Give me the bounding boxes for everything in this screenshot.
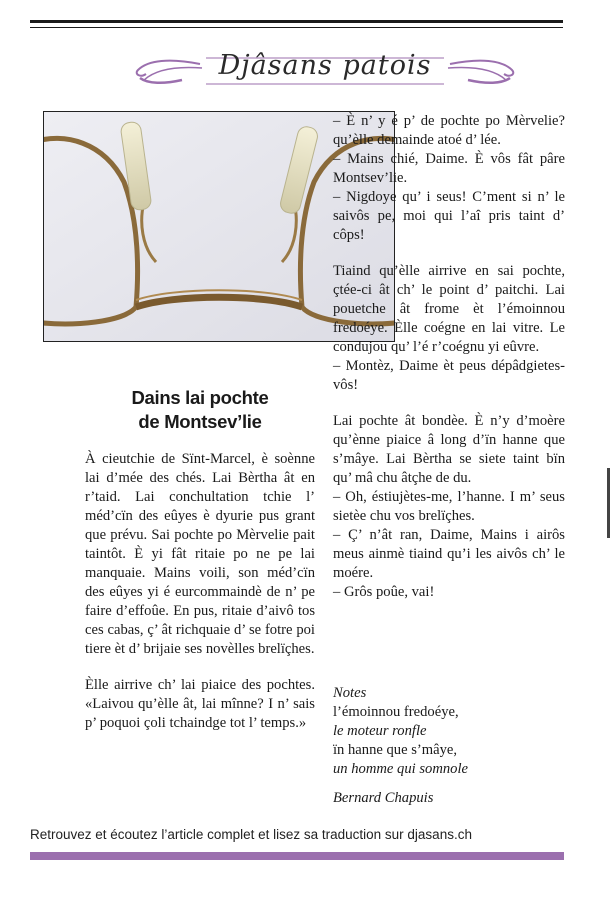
note-term: l’émoinnou fredoéye, [333, 704, 459, 720]
notes-block [333, 684, 565, 779]
header-rule-thin [30, 27, 563, 28]
note-term: ïn hanne que s’mâye, [333, 742, 458, 758]
article-right-column [333, 112, 565, 602]
article-title-line1: Dains lai pochte [131, 387, 269, 408]
article-title [85, 386, 315, 434]
article-paragraph: Tiaind qu’èlle airrive en sai pochte, çtée-ci ât ch’ le point d’ paitchi. Lai pouetche ât frome èt l’émoinnou fredoéye. Èlle coégne en lai vitre. Le condujou qu’ l’é r’coégnu yi eûvre. – Montèz, Daime èt peus dépâdgietes-vôs! [333, 263, 565, 393]
footer-accent-bar [30, 852, 564, 860]
author-name: Bernard Chapuis [333, 790, 434, 806]
header-rule-thick [30, 20, 563, 23]
notes-label: Notes [333, 685, 367, 701]
note-translation: le moteur ronfle [333, 723, 427, 739]
note-translation: un homme qui somnole [333, 761, 468, 777]
article-left-column [85, 450, 315, 733]
article-paragraph: – È n’ y é p’ de pochte po Mèrvelie? qu’èlle demainde atoé d’ lée. – Mains chié, Daime. È vôs fât pâre Montsev’lie. – Nigdoye qu’ i seus! C’ment si n’ le saivôs pe, moi qui l’aî pris taint d’ côps! [333, 113, 565, 243]
article-paragraph: Èlle airrive ch’ lai piaice des pochtes. «Laivou qu’èlle ât, lai mînne? I n’ sais p’ poquoi çoli tchaindge tot l’ temps.» [85, 677, 315, 731]
article-paragraph: Lai pochte ât bondèe. È n’y d’moère qu’ènne piaice â long d’ïn hanne que s’mâye. Lai Bèrtha se siete taint bïn qu’ mâ chu âtçhe de du. – Oh, éstiujètes-me, l’hanne. I m’ seus sietèe chu vos brelïçhes. – Ç’ n’ât ran, Daime, Mains i airôs meus ainmè tiaind qu’i les aivôs ch’ le moére. – Grôs poûe, vai! [333, 413, 565, 600]
footer-link-text: Retrouvez et écoutez l’article complet et lisez sa traduction sur djasans.ch [30, 827, 472, 842]
article-paragraph: À cieutchie de Sïnt-Marcel, è soènne lai d’mée des chés. Lai Bèrtha ât en r’taid. Lai conchultation tchie l’ méd’cïn des eûyes è dyurie pus grant que prévu. Sai pochte po Mèrvelie pait taintôt. È yi fât ritaie po ne pe lai manquaie. Mains voili, son méd’cïn des eûyes yi é eurcommaindè de n’ pe faire d’effoûe. En pus, ritaie d’aivô tos ces cabas, ç’ ât richquaie d’ se fotre poi tiere èt d’ brijaie ses novèlles brelïçhes. [85, 451, 315, 657]
article-title-line2: de Montsev’lie [138, 411, 262, 432]
masthead [130, 38, 520, 94]
masthead-title: Djâsans patois [218, 50, 432, 81]
